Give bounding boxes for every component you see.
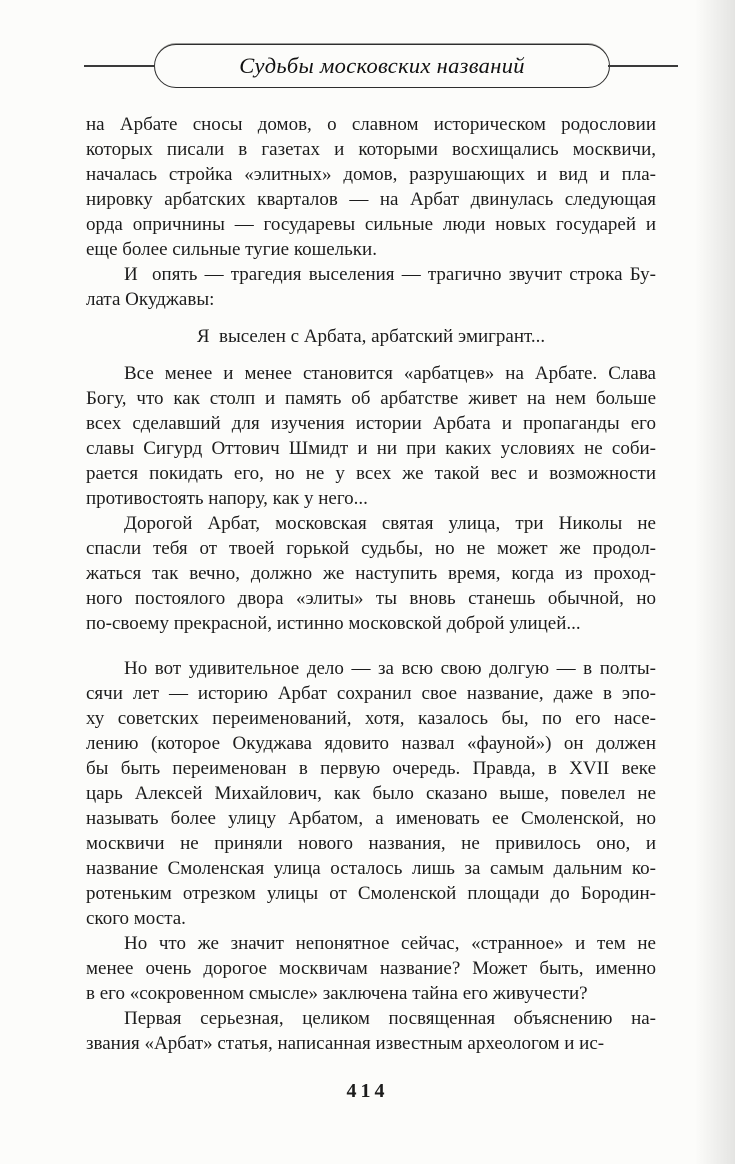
text-line: которых писали в газетах и которыми восхищались москвичи, bbox=[86, 139, 656, 160]
text-line: жаться так вечно, должно же наступить время, когда из проход- bbox=[86, 563, 656, 584]
text-line: началась стройка «элитных» домов, разрушающих и вид и пла- bbox=[86, 164, 656, 185]
text-line: нировку арбатских кварталов — на Арбат двинулась следующая bbox=[86, 189, 656, 210]
text-line: еще более сильные тугие кошельки. bbox=[86, 239, 377, 260]
text-line: лата Окуджавы: bbox=[86, 289, 215, 310]
text-line: Первая серьезная, целиком посвященная объяснению на- bbox=[124, 1008, 656, 1029]
text-line: Но вот удивительное дело — за всю свою долгую — в полты- bbox=[124, 658, 656, 679]
verse-quote: Я выселен с Арбата, арбатский эмигрант... bbox=[196, 326, 546, 347]
text-line: И опять — трагедия выселения — трагично звучит строка Бу- bbox=[124, 264, 656, 285]
paragraph bbox=[86, 656, 656, 931]
text-line: менее очень дорогое москвичам название? Может быть, именно bbox=[86, 958, 656, 979]
paragraph bbox=[86, 511, 656, 636]
text-line: Все менее и менее становится «арбатцев» на Арбате. Слава bbox=[124, 363, 656, 384]
text-line: Дорогой Арбат, московская святая улица, три Николы не bbox=[124, 513, 656, 534]
chapter-title: Судьбы московских названий bbox=[239, 53, 525, 78]
text-line: ротеньким отрезком улицы от Смоленской площади до Бородин- bbox=[86, 883, 656, 904]
header-rule-right bbox=[608, 65, 678, 67]
text-line: рается покидать его, но не у всех же такой вес и возможности bbox=[86, 463, 656, 484]
text-line: спасли тебя от твоей горькой судьбы, но не может же продол- bbox=[86, 538, 656, 559]
text-line: москвичи не приняли нового названия, не привилось оно, и bbox=[86, 833, 656, 854]
header-pill bbox=[154, 44, 610, 88]
paragraph bbox=[86, 931, 656, 1006]
text-line: лению (которое Окуджава ядовито назвал «фауной») он должен bbox=[86, 733, 656, 754]
paragraph bbox=[86, 361, 656, 511]
section-break bbox=[86, 636, 656, 656]
text-line: славы Сигурд Оттович Шмидт и ни при каких условиях не соби- bbox=[86, 438, 656, 459]
text-line: ного постоялого двора «элиты» ты вновь станешь обычной, но bbox=[86, 588, 656, 609]
text-line: название Смоленская улица осталось лишь за самым дальним ко- bbox=[86, 858, 656, 879]
text-line: звания «Арбат» статья, написанная известным археологом и ис- bbox=[86, 1033, 605, 1054]
text-line: ского моста. bbox=[86, 908, 186, 929]
chapter-header bbox=[0, 44, 735, 88]
text-line: всех сделавший для изучения истории Арбата и пропаганды его bbox=[86, 413, 656, 434]
text-line: противостоять напору, как у него... bbox=[86, 488, 368, 509]
paragraph bbox=[86, 112, 656, 262]
text-block bbox=[86, 112, 656, 1056]
text-line: орда опричнины — государевы сильные люди новых государей и bbox=[86, 214, 656, 235]
text-line: по-своему прекрасной, истинно московской доброй улицей... bbox=[86, 613, 581, 634]
scan-edge-shadow bbox=[695, 0, 735, 1164]
header-rule-left bbox=[84, 65, 154, 67]
text-line: ху советских переименований, хотя, казалось бы, по его насе- bbox=[86, 708, 656, 729]
text-line: называть более улицу Арбатом, а именовать ее Смоленской, но bbox=[86, 808, 656, 829]
text-line: Богу, что как столп и память об арбатстве живет на нем больше bbox=[86, 388, 656, 409]
text-line: в его «сокровенном смысле» заключена тайна его живучести? bbox=[86, 983, 588, 1004]
text-line: на Арбате сносы домов, о славном историческом родословии bbox=[86, 114, 656, 135]
text-line: бы быть переименован в первую очередь. Правда, в XVII веке bbox=[86, 758, 656, 779]
page-footer bbox=[0, 1080, 735, 1103]
paragraph bbox=[86, 262, 656, 312]
text-line: царь Алексей Михайлович, как было сказано выше, повелел не bbox=[86, 783, 656, 804]
text-line: сячи лет — историю Арбат сохранил свое название, даже в эпо- bbox=[86, 683, 656, 704]
page-number: 414 bbox=[346, 1080, 389, 1102]
paragraph bbox=[86, 1006, 656, 1056]
text-line: Но что же значит непонятное сейчас, «странное» и тем не bbox=[124, 933, 656, 954]
